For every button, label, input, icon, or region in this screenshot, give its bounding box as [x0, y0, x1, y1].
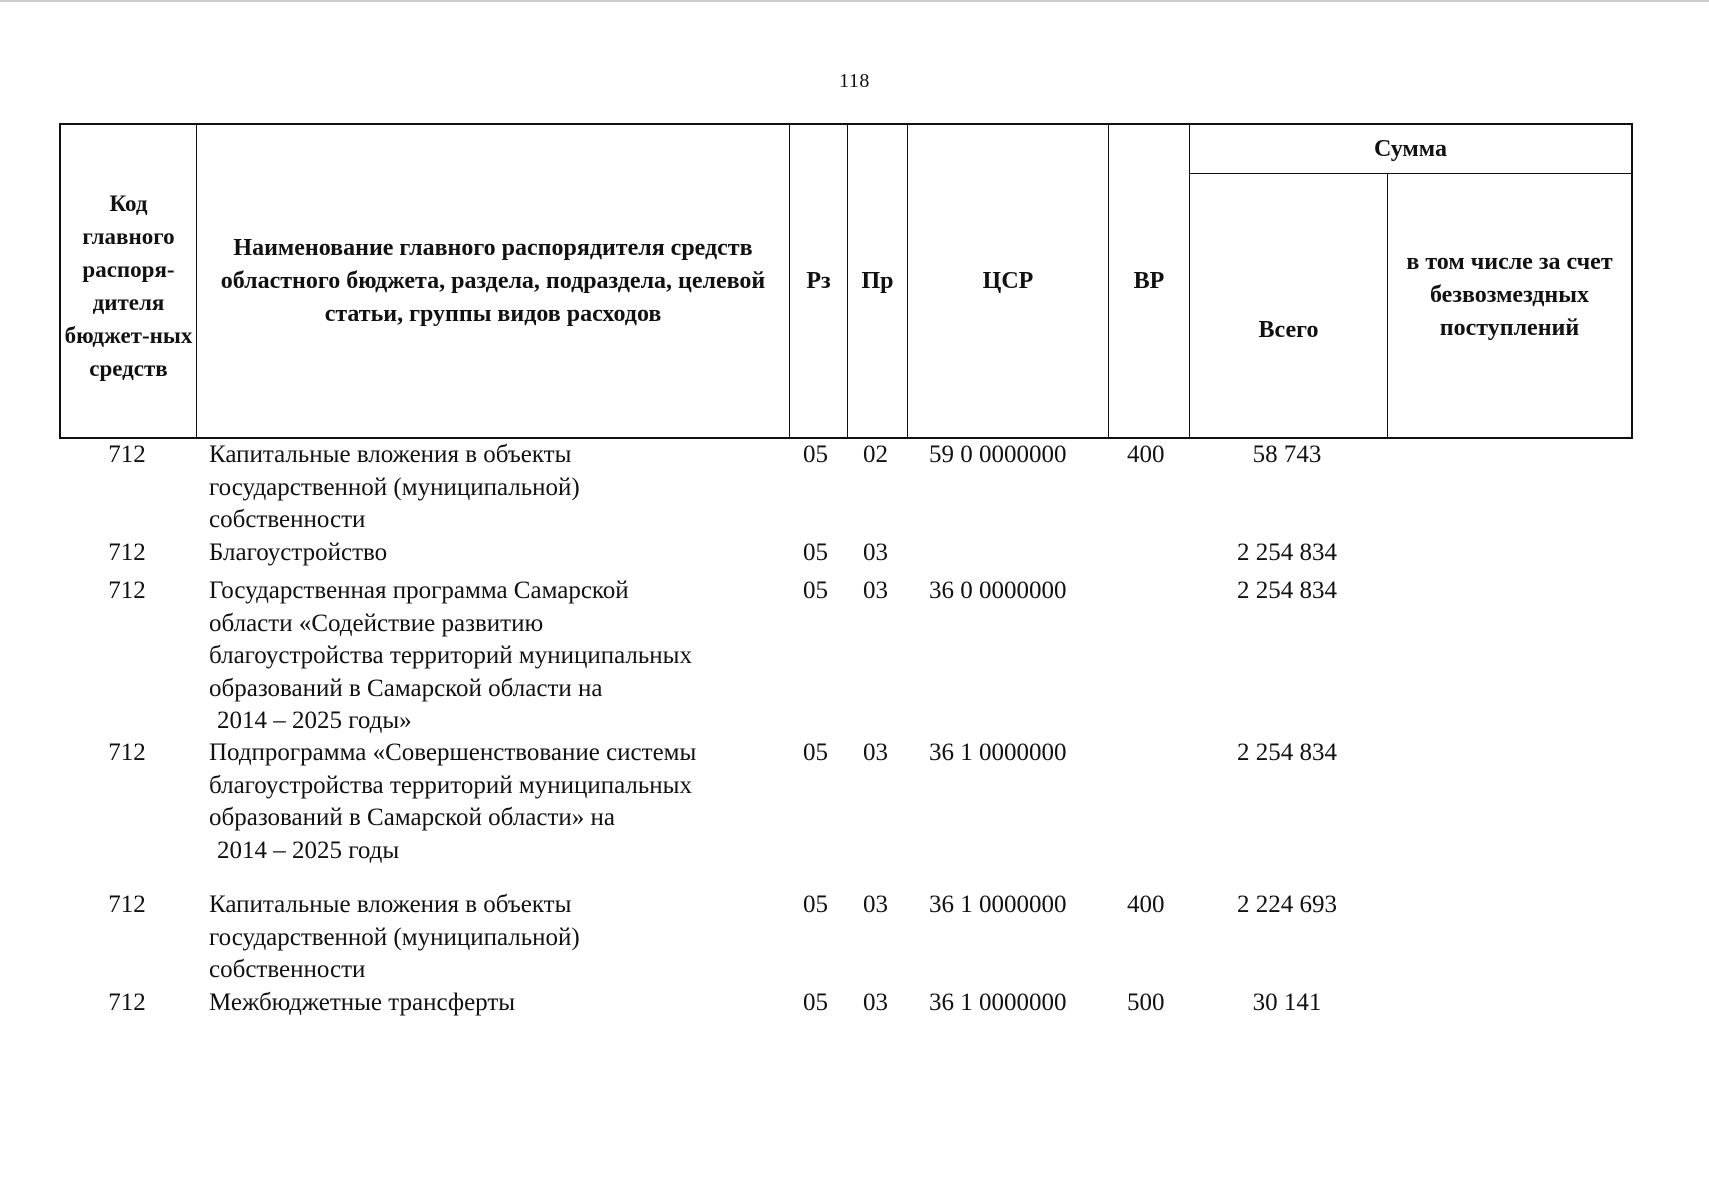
cell-rz: 05: [803, 577, 828, 604]
cell-vr: 500: [1127, 989, 1165, 1016]
header-csr: ЦСР: [908, 125, 1109, 437]
cell-rz: 05: [803, 891, 828, 918]
cell-name-line: образований в Самарской области» на: [209, 804, 615, 831]
header-code: Код главного распоря-дителя бюджет-ных средств: [61, 125, 197, 437]
cell-code: 712: [108, 441, 146, 468]
cell-total: 2 254 834: [1237, 577, 1337, 604]
table-row: [59, 439, 1633, 537]
cell-name-line: собственности: [209, 506, 366, 533]
table-header: [59, 123, 1633, 439]
header-total: Всего: [1190, 174, 1388, 437]
cell-pr: 03: [863, 891, 888, 918]
cell-code: 712: [108, 989, 146, 1016]
cell-name-line: Межбюджетные трансферты: [209, 989, 516, 1016]
cell-csr: 36 1 0000000: [929, 739, 1067, 766]
cell-pr: 03: [863, 539, 888, 566]
cell-pr: 03: [863, 989, 888, 1016]
cell-code: 712: [108, 577, 146, 604]
cell-name-line: благоустройства территорий муниципальных: [209, 642, 692, 669]
cell-name-line: 2014 – 2025 годы»: [217, 707, 412, 734]
cell-name-line: государственной (муниципальной): [209, 923, 580, 951]
cell-name-line: Капитальные вложения в объекты: [209, 891, 572, 918]
header-free: в том числе за счет безвозмездных поступлений: [1406, 249, 1613, 341]
top-border-line: [0, 0, 1709, 2]
cell-total: 58 743: [1252, 441, 1322, 468]
cell-name-line: собственности: [209, 956, 366, 983]
cell-name: [209, 537, 779, 570]
page-number: 118: [839, 70, 870, 92]
header-vr: ВР: [1109, 125, 1190, 437]
cell-vr: 400: [1127, 891, 1165, 918]
cell-name-line: Капитальные вложения в объекты: [209, 441, 572, 468]
table-row: [59, 575, 1633, 737]
header-name: Наименование главного распорядителя средств областного бюджета, раздела, подраздела, целевой статьи, группы видов расходов: [197, 125, 790, 437]
cell-name: [209, 575, 779, 738]
cell-rz: 05: [803, 441, 828, 468]
cell-pr: 03: [863, 577, 888, 604]
cell-name-line: государственной (муниципальной): [209, 473, 580, 501]
cell-csr: 36 0 0000000: [929, 577, 1067, 604]
cell-csr: 36 1 0000000: [929, 989, 1067, 1016]
cell-vr: 400: [1127, 441, 1165, 468]
cell-rz: 05: [803, 989, 828, 1016]
cell-total: 2 224 693: [1237, 891, 1337, 918]
cell-total: 30 141: [1252, 989, 1322, 1016]
cell-csr: 36 1 0000000: [929, 891, 1067, 918]
cell-name: [209, 737, 779, 867]
cell-rz: 05: [803, 739, 828, 766]
cell-name: [209, 987, 779, 1020]
cell-code: 712: [108, 891, 146, 918]
cell-name: [209, 889, 779, 987]
cell-code: 712: [108, 739, 146, 766]
cell-name-line: Государственная программа Самарской: [209, 577, 629, 604]
cell-name-line: образований в Самарской области на: [209, 674, 603, 702]
cell-name-line: благоустройства территорий муниципальных: [209, 771, 692, 799]
cell-total: 2 254 834: [1237, 739, 1337, 766]
cell-name-line: 2014 – 2025 годы: [217, 836, 400, 864]
cell-name-line: области «Содействие развитию: [209, 609, 544, 637]
cell-name-line: Подпрограмма «Совершенствование системы: [209, 739, 697, 766]
cell-name-line: Благоустройство: [209, 539, 388, 566]
table-row: [59, 889, 1633, 987]
table-row: [59, 537, 1633, 575]
cell-pr: 03: [863, 739, 888, 766]
cell-pr: 02: [863, 441, 888, 468]
header-rz: Рз: [790, 125, 848, 437]
cell-code: 712: [108, 539, 146, 566]
cell-total: 2 254 834: [1237, 539, 1337, 566]
header-pr: Пр: [848, 125, 908, 437]
cell-rz: 05: [803, 539, 828, 566]
cell-name: [209, 439, 779, 537]
table-row: [59, 737, 1633, 889]
header-sum: Сумма: [1190, 125, 1631, 174]
cell-csr: 59 0 0000000: [929, 441, 1067, 468]
table-row: [59, 987, 1633, 1027]
